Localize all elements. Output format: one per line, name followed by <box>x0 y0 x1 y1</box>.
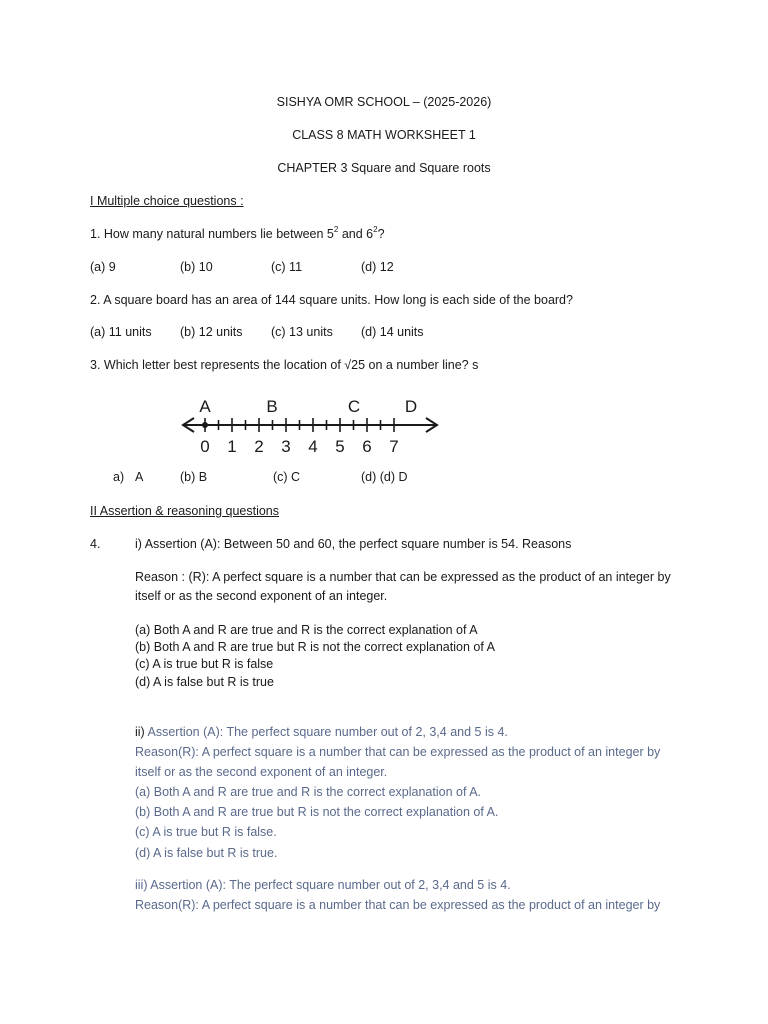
q3-option-a: A <box>135 470 144 484</box>
q4-ii-marker: ii) <box>135 725 145 739</box>
section-1-title: I Multiple choice questions : <box>90 194 244 208</box>
q3-option-d: (d) (d) D <box>361 470 408 484</box>
question-1-text-c: ? <box>377 227 385 241</box>
q4-ii-option-a: (a) Both A and R are true and R is the correct explanation of A. <box>135 785 482 799</box>
number-line-tick-label: 6 <box>362 437 372 456</box>
q1-option-a: (a) 9 <box>90 260 116 274</box>
q3-option-c: (c) C <box>273 470 301 484</box>
q4-ii-assertion: Assertion (A): The perfect square number out of 2, 3,4 and 5 is 4. <box>144 725 508 739</box>
q4-i-reason-line-2: itself or as the second exponent of an integer. <box>135 589 388 603</box>
q4-i-assertion: i) Assertion (A): Between 50 and 60, the perfect square number is 54. Reasons <box>135 537 572 551</box>
q4-i-option-c: (c) A is true but R is false <box>135 657 274 671</box>
number-line-tick-label: 4 <box>308 437 318 456</box>
q4-ii-reason-line-2: itself or as the second exponent of an integer. <box>135 765 388 779</box>
q4-i-reason-line-1: Reason : (R): A perfect square is a number that can be expressed as the product of an integer by <box>135 570 671 584</box>
number-line-tick-label: 1 <box>227 437 237 456</box>
point-a-dot <box>202 422 208 428</box>
number-line-tick-label: 2 <box>254 437 264 456</box>
question-1-options <box>0 259 768 275</box>
question-1-text-a: 1. How many natural numbers lie between 5 <box>90 227 334 241</box>
number-line-tick-label: 7 <box>389 437 399 456</box>
number-line-tick-label: 5 <box>335 437 345 456</box>
q3-option-b: (b) B <box>180 470 208 484</box>
q1-option-b: (b) 10 <box>180 260 213 274</box>
q4-ii-option-d: (d) A is false but R is true. <box>135 846 278 860</box>
q4-i-option-a: (a) Both A and R are true and R is the correct explanation of A <box>135 623 478 637</box>
q1-option-d: (d) 12 <box>361 260 394 274</box>
question-3: 3. Which letter best represents the location of √25 on a number line? s <box>90 358 479 372</box>
number-line-letter-d: D <box>404 397 418 416</box>
q4-iii-reason-line-1: Reason(R): A perfect square is a number that can be expressed as the product of an integer by <box>135 898 661 912</box>
q2-option-c: (c) 13 units <box>271 325 333 339</box>
number-line-diagram <box>170 392 450 460</box>
worksheet-title: CLASS 8 MATH WORKSHEET 1 <box>292 128 476 142</box>
number-line-tick-label: 3 <box>281 437 291 456</box>
number-line-letter-a: A <box>199 397 211 416</box>
question-1 <box>90 226 385 242</box>
q2-option-a: (a) 11 units <box>90 325 152 339</box>
q2-option-b: (b) 12 units <box>180 325 243 339</box>
question-3-options <box>0 469 768 485</box>
q4-ii-option-c: (c) A is true but R is false. <box>135 825 277 839</box>
q4-i-option-b: (b) Both A and R are true but R is not the correct explanation of A <box>135 640 495 654</box>
q4-iii-assertion: iii) Assertion (A): The perfect square number out of 2, 3,4 and 5 is 4. <box>135 878 511 892</box>
chapter-title: CHAPTER 3 Square and Square roots <box>277 161 491 175</box>
number-line-letter-c: C <box>347 397 361 416</box>
q2-option-d: (d) 14 units <box>361 325 424 339</box>
q4-ii-assertion-line <box>135 724 508 740</box>
q3-option-a-marker: a) <box>113 470 125 484</box>
number-line-tick-label: 0 <box>200 437 210 456</box>
q4-ii-option-b: (b) Both A and R are true but R is not the correct explanation of A. <box>135 805 499 819</box>
question-2-options <box>0 324 768 340</box>
question-1-text-b: and 6 <box>338 227 374 241</box>
q1-option-c: (c) 11 <box>271 260 303 274</box>
question-4-number: 4. <box>90 537 101 551</box>
q4-i-option-d: (d) A is false but R is true <box>135 675 274 689</box>
section-2-title: II Assertion & reasoning questions <box>90 504 280 518</box>
question-1-sup-1: 2 <box>333 225 339 234</box>
question-1-sup-2: 2 <box>373 225 378 234</box>
q4-ii-reason-line-1: Reason(R): A perfect square is a number that can be expressed as the product of an integer by <box>135 745 661 759</box>
number-line-letter-b: B <box>266 397 278 416</box>
question-2: 2. A square board has an area of 144 square units. How long is each side of the board? <box>90 293 573 307</box>
school-name: SISHYA OMR SCHOOL – (2025-2026) <box>276 95 492 109</box>
